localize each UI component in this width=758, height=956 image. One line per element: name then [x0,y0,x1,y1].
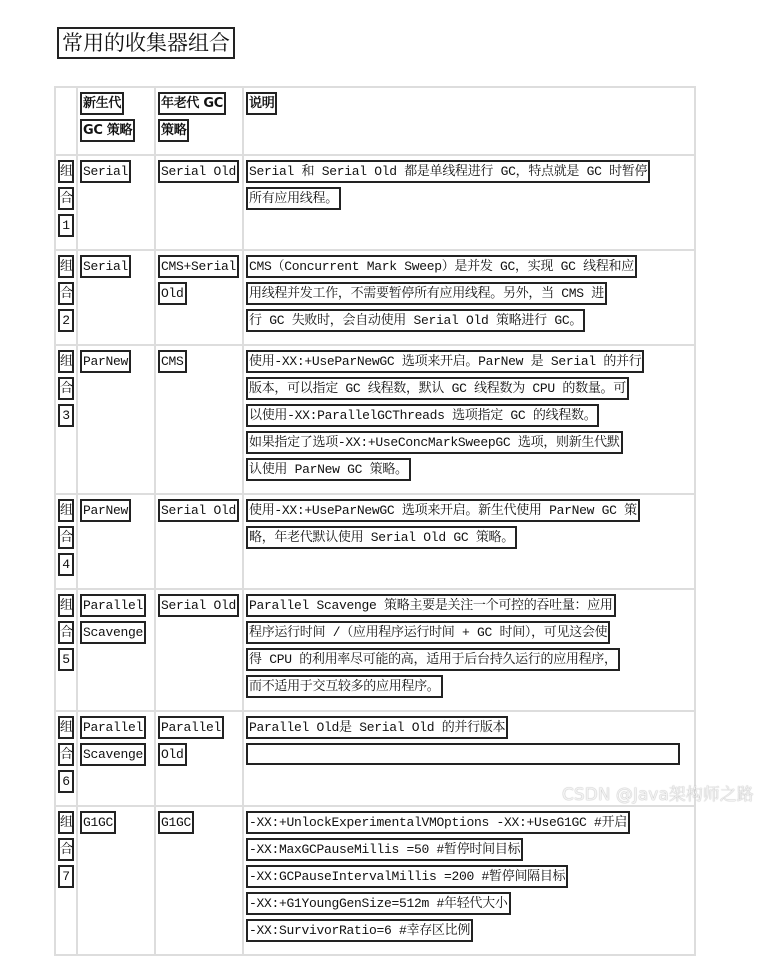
old-gc-cell [155,806,243,955]
young-gc-cell-line: ParNew [80,499,131,522]
group-label-line: 合 [58,838,74,861]
header-young-line: 新生代 [80,92,124,115]
table-row [55,494,695,589]
group-label-line: 5 [58,648,74,671]
description-cell-line: 用线程并发工作，不需要暂停所有应用线程。另外，当 CMS 进 [246,282,607,305]
old-gc-cell-line: Parallel [158,716,224,739]
description-cell-line: -XX:MaxGCPauseMillis =50 #暂停时间目标 [246,838,523,861]
old-gc-cell [155,711,243,806]
old-gc-cell [155,345,243,494]
description-cell-line: -XX:SurvivorRatio=6 #幸存区比例 [246,919,473,942]
young-gc-cell [77,494,155,589]
group-label-line: 合 [58,621,74,644]
header-group [55,87,77,155]
table-row [55,155,695,250]
table-header-row [55,87,695,155]
description-cell-line: 版本，可以指定 GC 线程数，默认 GC 线程数为 CPU 的数量。可 [246,377,629,400]
old-gc-cell [155,494,243,589]
group-label [55,494,77,589]
young-gc-cell-line: ParNew [80,350,131,373]
young-gc-cell-line: G1GC [80,811,116,834]
young-gc-cell [77,589,155,711]
group-label-line: 组 [58,716,74,739]
old-gc-cell-line: Serial Old [158,594,239,617]
group-label-line: 合 [58,187,74,210]
description-cell-line: 所有应用线程。 [246,187,341,210]
group-label-line: 3 [58,404,74,427]
old-gc-cell-line: Serial Old [158,160,239,183]
description-cell-line: 行 GC 失败时，会自动使用 Serial Old 策略进行 GC。 [246,309,585,332]
description-cell [243,806,695,955]
group-label [55,711,77,806]
description-cell [243,589,695,711]
description-cell-line: -XX:+UnlockExperimentalVMOptions -XX:+UseG1GC #开启 [246,811,630,834]
young-gc-cell [77,155,155,250]
group-label-line: 2 [58,309,74,332]
description-cell [243,250,695,345]
table-row [55,250,695,345]
group-label-line: 合 [58,743,74,766]
young-gc-cell [77,806,155,955]
description-cell-line: -XX:+G1YoungGenSize=512m #年轻代大小 [246,892,511,915]
old-gc-cell-line: CMS+Serial [158,255,239,278]
old-gc-cell-line: Old [158,743,187,766]
header-old-gc [155,87,243,155]
old-gc-cell-line: Old [158,282,187,305]
young-gc-cell-line: Scavenge [80,621,146,644]
description-cell-line: 如果指定了选项-XX:+UseConcMarkSweepGC 选项，则新生代默 [246,431,623,454]
young-gc-cell-line: Scavenge [80,743,146,766]
description-cell-line: Serial 和 Serial Old 都是单线程进行 GC，特点就是 GC 时暂停 [246,160,650,183]
group-label-line: 组 [58,811,74,834]
old-gc-cell [155,589,243,711]
group-label-line: 6 [58,770,74,793]
young-gc-cell-line: Parallel [80,716,146,739]
description-cell-line: -XX:GCPauseIntervalMillis =200 #暂停间隔目标 [246,865,568,888]
empty-text-box [246,743,680,765]
description-cell [243,345,695,494]
old-gc-cell [155,155,243,250]
header-young-line: GC 策略 [80,119,135,142]
group-label-line: 组 [58,594,74,617]
description-cell [243,155,695,250]
description-cell-line: Parallel Old是 Serial Old 的并行版本 [246,716,508,739]
description-cell-line: 使用-XX:+UseParNewGC 选项来开启。ParNew 是 Serial 的并行 [246,350,644,373]
group-label-line: 组 [58,499,74,522]
group-label-line: 合 [58,282,74,305]
header-young-gc [77,87,155,155]
group-label-line: 合 [58,526,74,549]
header-description [243,87,695,155]
description-cell-line: 认使用 ParNew GC 策略。 [246,458,411,481]
group-label [55,250,77,345]
group-label-line: 4 [58,553,74,576]
young-gc-cell-line: Serial [80,160,131,183]
watermark: CSDN @Java架构师之路 [562,785,754,805]
header-desc-text: 说明 [246,92,277,115]
description-cell-line: 而不适用于交互较多的应用程序。 [246,675,443,698]
description-cell-line: Parallel Scavenge 策略主要是关注一个可控的吞吐量：应用 [246,594,616,617]
old-gc-cell-line: Serial Old [158,499,239,522]
group-label [55,155,77,250]
group-label-line: 组 [58,255,74,278]
old-gc-cell-line: G1GC [158,811,194,834]
table-row [55,345,695,494]
page-title: 常用的收集器组合 [57,27,235,59]
group-label [55,589,77,711]
group-label-line: 7 [58,865,74,888]
old-gc-cell-line: CMS [158,350,187,373]
table-row [55,806,695,955]
description-cell [243,494,695,589]
group-label [55,345,77,494]
young-gc-cell-line: Serial [80,255,131,278]
young-gc-cell [77,711,155,806]
group-label-line: 1 [58,214,74,237]
description-cell-line: CMS（Concurrent Mark Sweep）是并发 GC，实现 GC 线程和应 [246,255,637,278]
description-cell-line: 得 CPU 的利用率尽可能的高，适用于后台持久运行的应用程序， [246,648,620,671]
group-label [55,806,77,955]
header-old-line: 策略 [158,119,189,142]
group-label-line: 合 [58,377,74,400]
young-gc-cell-line: Parallel [80,594,146,617]
description-cell-line: 程序运行时间 /（应用程序运行时间 + GC 时间），可见这会使 [246,621,610,644]
table-row [55,589,695,711]
group-label-line: 组 [58,160,74,183]
description-cell-line: 略，年老代默认使用 Serial Old GC 策略。 [246,526,517,549]
old-gc-cell [155,250,243,345]
young-gc-cell [77,345,155,494]
description-cell-line: 使用-XX:+UseParNewGC 选项来开启。新生代使用 ParNew GC 策 [246,499,640,522]
description-cell-line: 以使用-XX:ParallelGCThreads 选项指定 GC 的线程数。 [246,404,599,427]
header-old-line: 年老代 GC [158,92,226,115]
young-gc-cell [77,250,155,345]
collector-combinations-table [54,86,696,956]
group-label-line: 组 [58,350,74,373]
